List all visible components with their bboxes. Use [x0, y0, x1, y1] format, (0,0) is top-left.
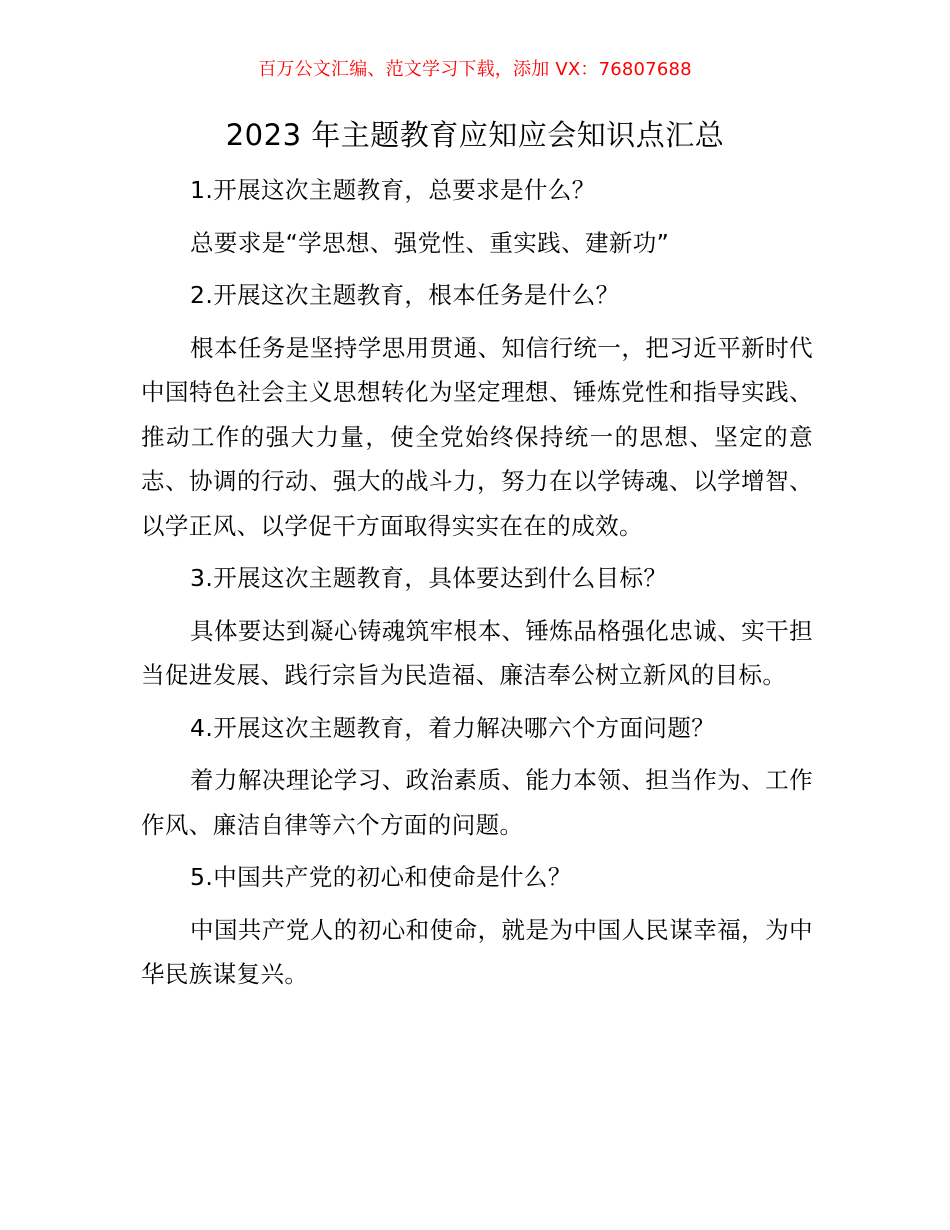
answer-3: 具体要达到凝心铸魂筑牢根本、锤炼品格强化忠诚、实干担当促进发展、践行宗旨为民造福、廉洁奉公树立新风的目标。	[141, 616, 813, 689]
question-4: 4.开展这次主题教育，着力解决哪六个方面问题？	[190, 713, 716, 742]
question-3: 3.开展这次主题教育，具体要达到什么目标？	[190, 564, 668, 592]
question-1: 1.开展这次主题教育，总要求是什么？	[190, 176, 596, 204]
answer-2: 根本任务是坚持学思用贯通、知信行统一，把习近平新时代中国特色社会主义思想转化为坚定理想、锤炼党性和指导实践、推动工作的强大力量，使全党始终保持统一的思想、坚定的意志、协调的行动、强大的战斗力，努力在以学铸魂、以学增智、以学正风、以学促干方面取得实实在在的成效。	[141, 333, 813, 540]
document-body	[141, 168, 813, 1005]
answer-4: 着力解决理论学习、政治素质、能力本领、担当作为、工作作风、廉洁自律等六个方面的问题。	[141, 766, 813, 839]
question-5: 5.中国共产党的初心和使命是什么？	[190, 863, 572, 891]
question-2: 2.开展这次主题教育，根本任务是什么？	[190, 281, 620, 309]
header-watermark: 百万公文汇编、范文学习下载，添加 VX：76807688	[258, 59, 692, 80]
document-title: 2023 年主题教育应知应会知识点汇总	[225, 118, 725, 152]
answer-1: 总要求是“学思想、强党性、重实践、建新功”	[190, 228, 670, 257]
answer-5: 中国共产党人的初心和使命，就是为中国人民谋幸福，为中华民族谋复兴。	[141, 915, 813, 988]
